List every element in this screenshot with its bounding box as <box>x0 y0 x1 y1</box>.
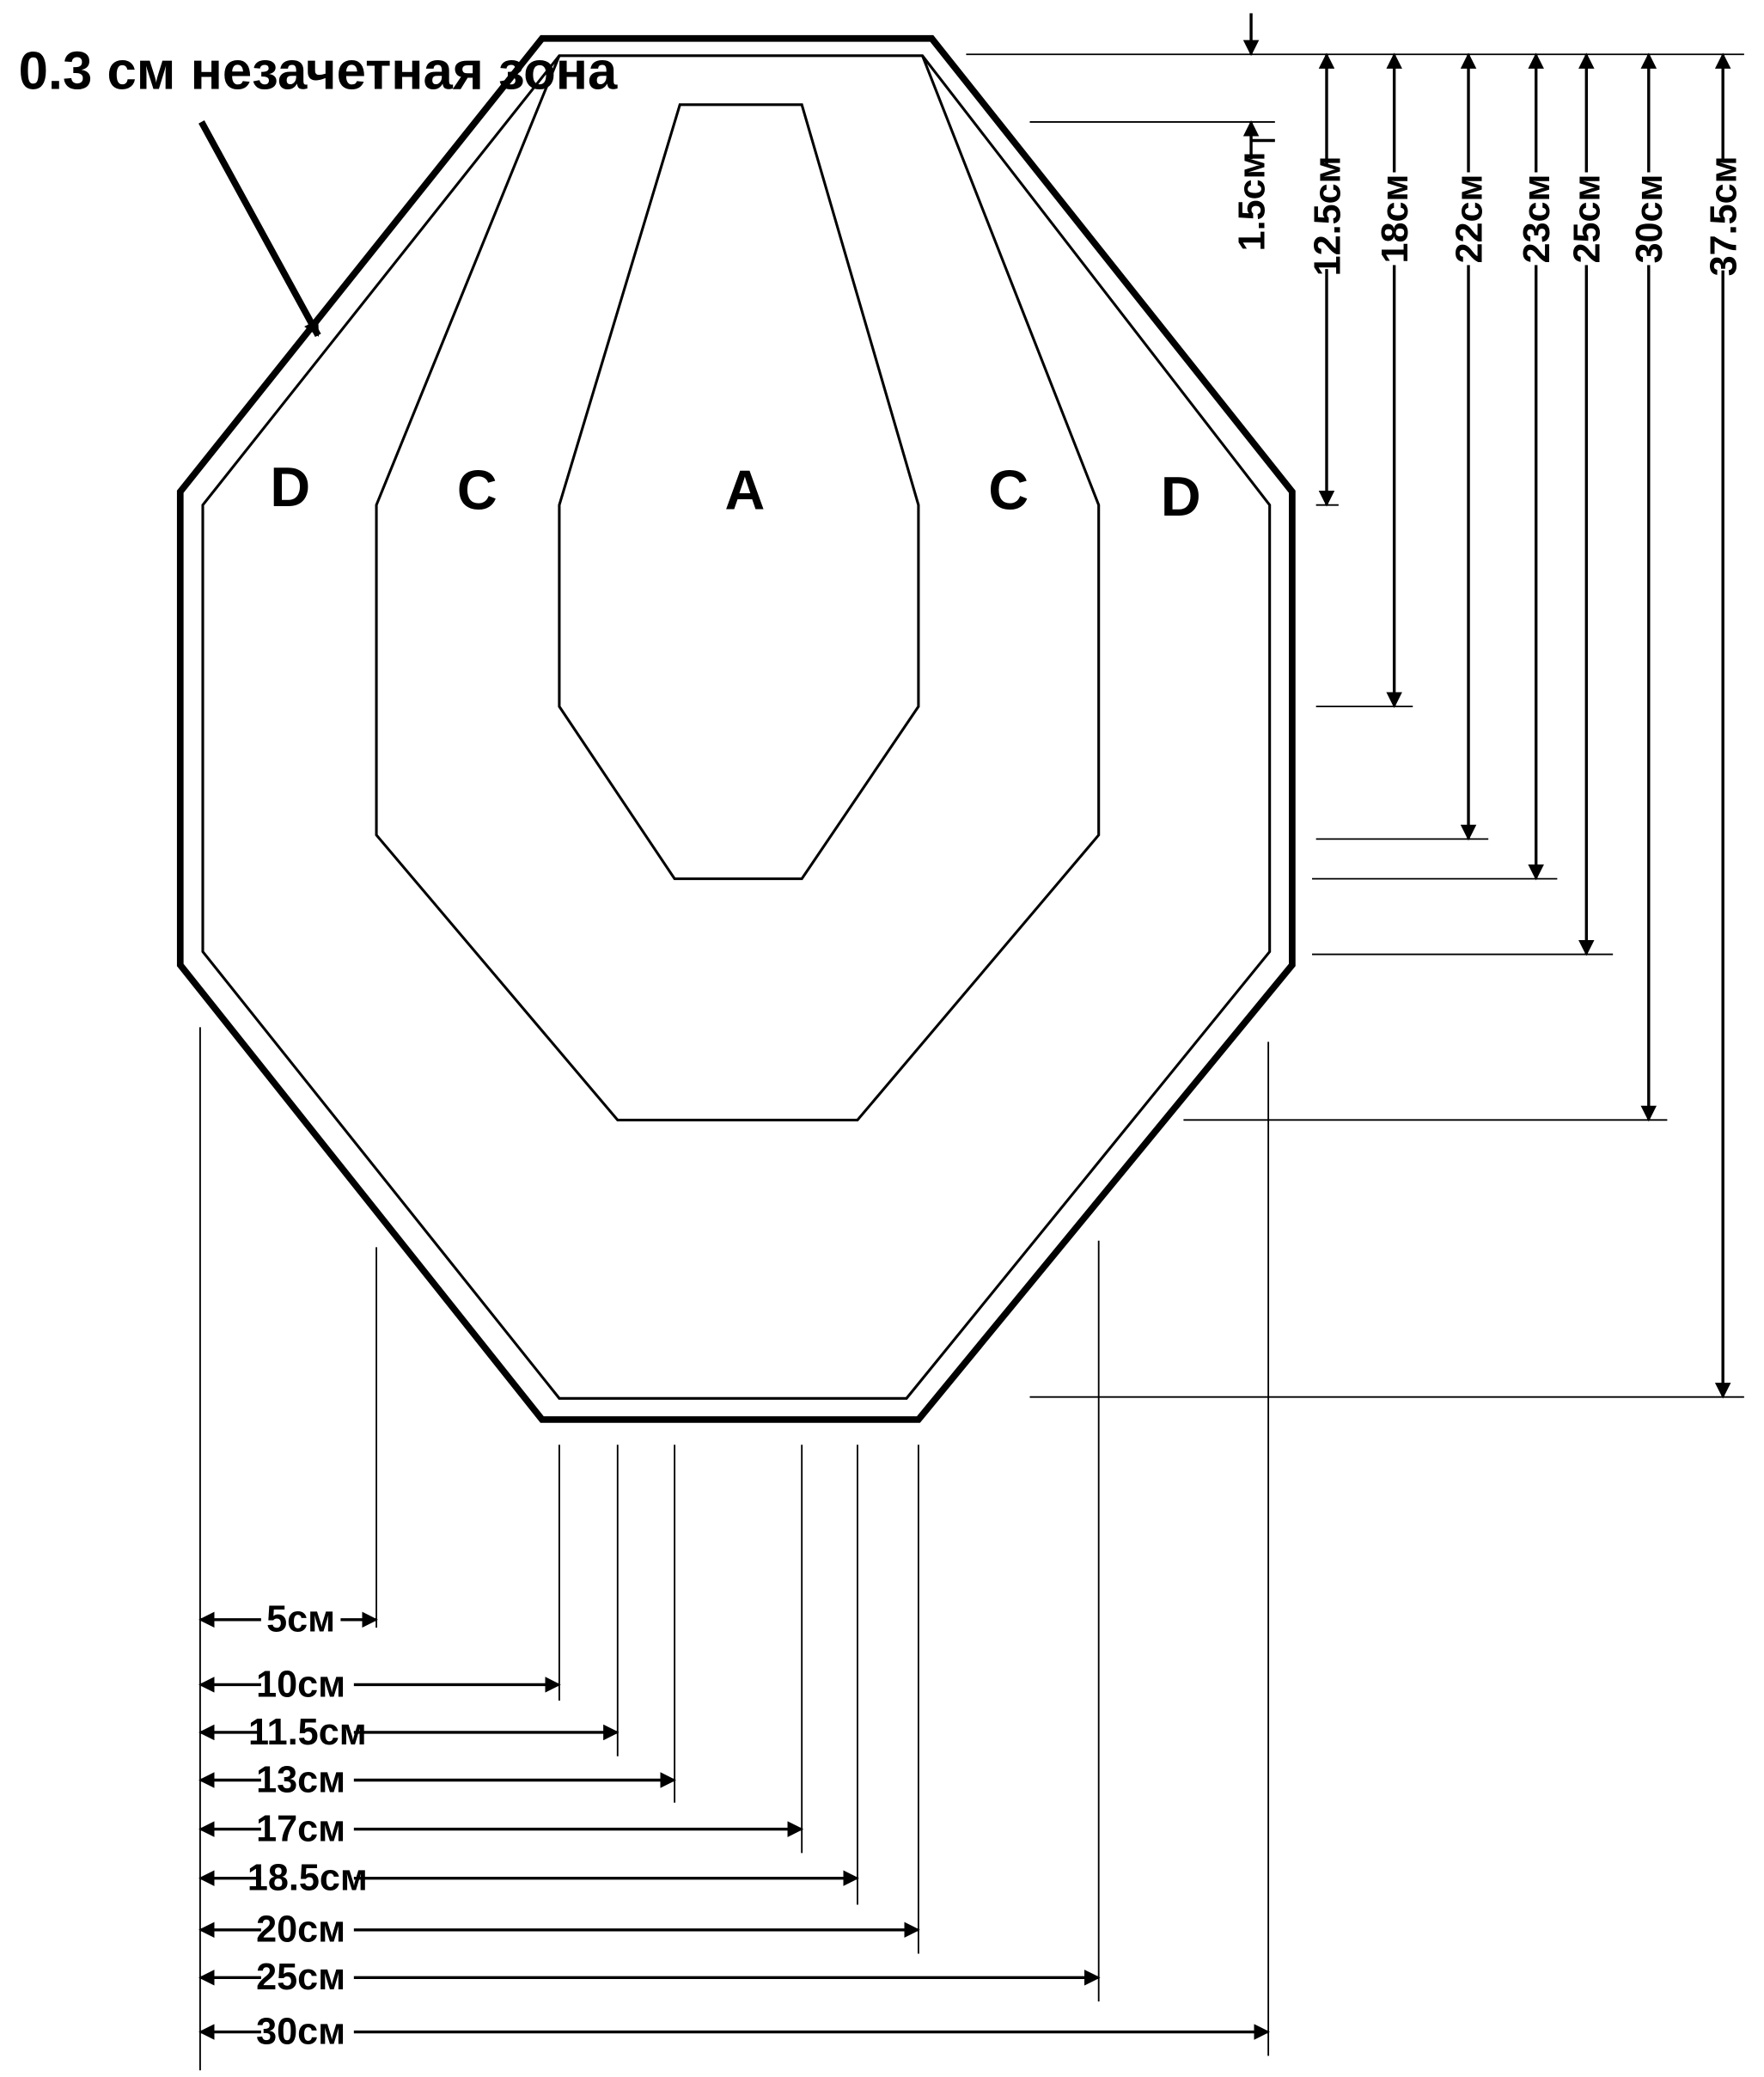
vertical-dimension-labels <box>1231 151 1744 276</box>
vertical-dimension-lines <box>966 54 1743 1396</box>
dim-label-h-11-5: 11.5см <box>248 1711 367 1753</box>
dim-label-h-17: 17см <box>256 1808 346 1850</box>
dim-label-h-20: 20см <box>256 1909 346 1951</box>
dim-label-23: 23см <box>1517 174 1559 264</box>
zone-label-c-left: C <box>456 458 497 522</box>
dim-label-30: 30см <box>1629 174 1671 264</box>
zone-label-a: A <box>724 458 766 522</box>
target-outline <box>180 39 1292 1420</box>
dim-label-h-18-5: 18.5см <box>247 1857 368 1899</box>
non-scoring-zone-callout <box>19 41 618 335</box>
dim-label-h-25: 25см <box>256 1957 346 1999</box>
zone-label-d-left: D <box>270 455 311 519</box>
dim-label-h-5: 5см <box>266 1598 336 1640</box>
dim-label-1-5: 1.5см <box>1231 151 1273 252</box>
non-scoring-zone-label: 0.3 см незачетная зона <box>18 41 618 101</box>
dim-label-h-30: 30см <box>256 2011 346 2053</box>
horizontal-dimension-labels <box>247 1599 368 2053</box>
dim-label-25: 25см <box>1566 174 1608 264</box>
dim-label-h-13: 13см <box>256 1759 346 1801</box>
dim-label-h-10: 10см <box>256 1664 346 1706</box>
horizontal-dimension-arrows <box>200 1620 1268 2032</box>
zone-c-boundary <box>376 56 1099 1121</box>
zone-label-d-right: D <box>1160 465 1201 528</box>
zone-labels <box>270 455 1200 528</box>
dim-label-22: 22см <box>1449 174 1491 264</box>
dim-label-12-5: 12.5см <box>1307 156 1349 277</box>
dim-label-18: 18см <box>1375 174 1417 264</box>
outer-border <box>180 39 1292 1420</box>
dim-label-37-5: 37.5см <box>1703 156 1745 277</box>
callout-arrow <box>201 122 318 335</box>
zone-label-c-right: C <box>988 458 1029 522</box>
